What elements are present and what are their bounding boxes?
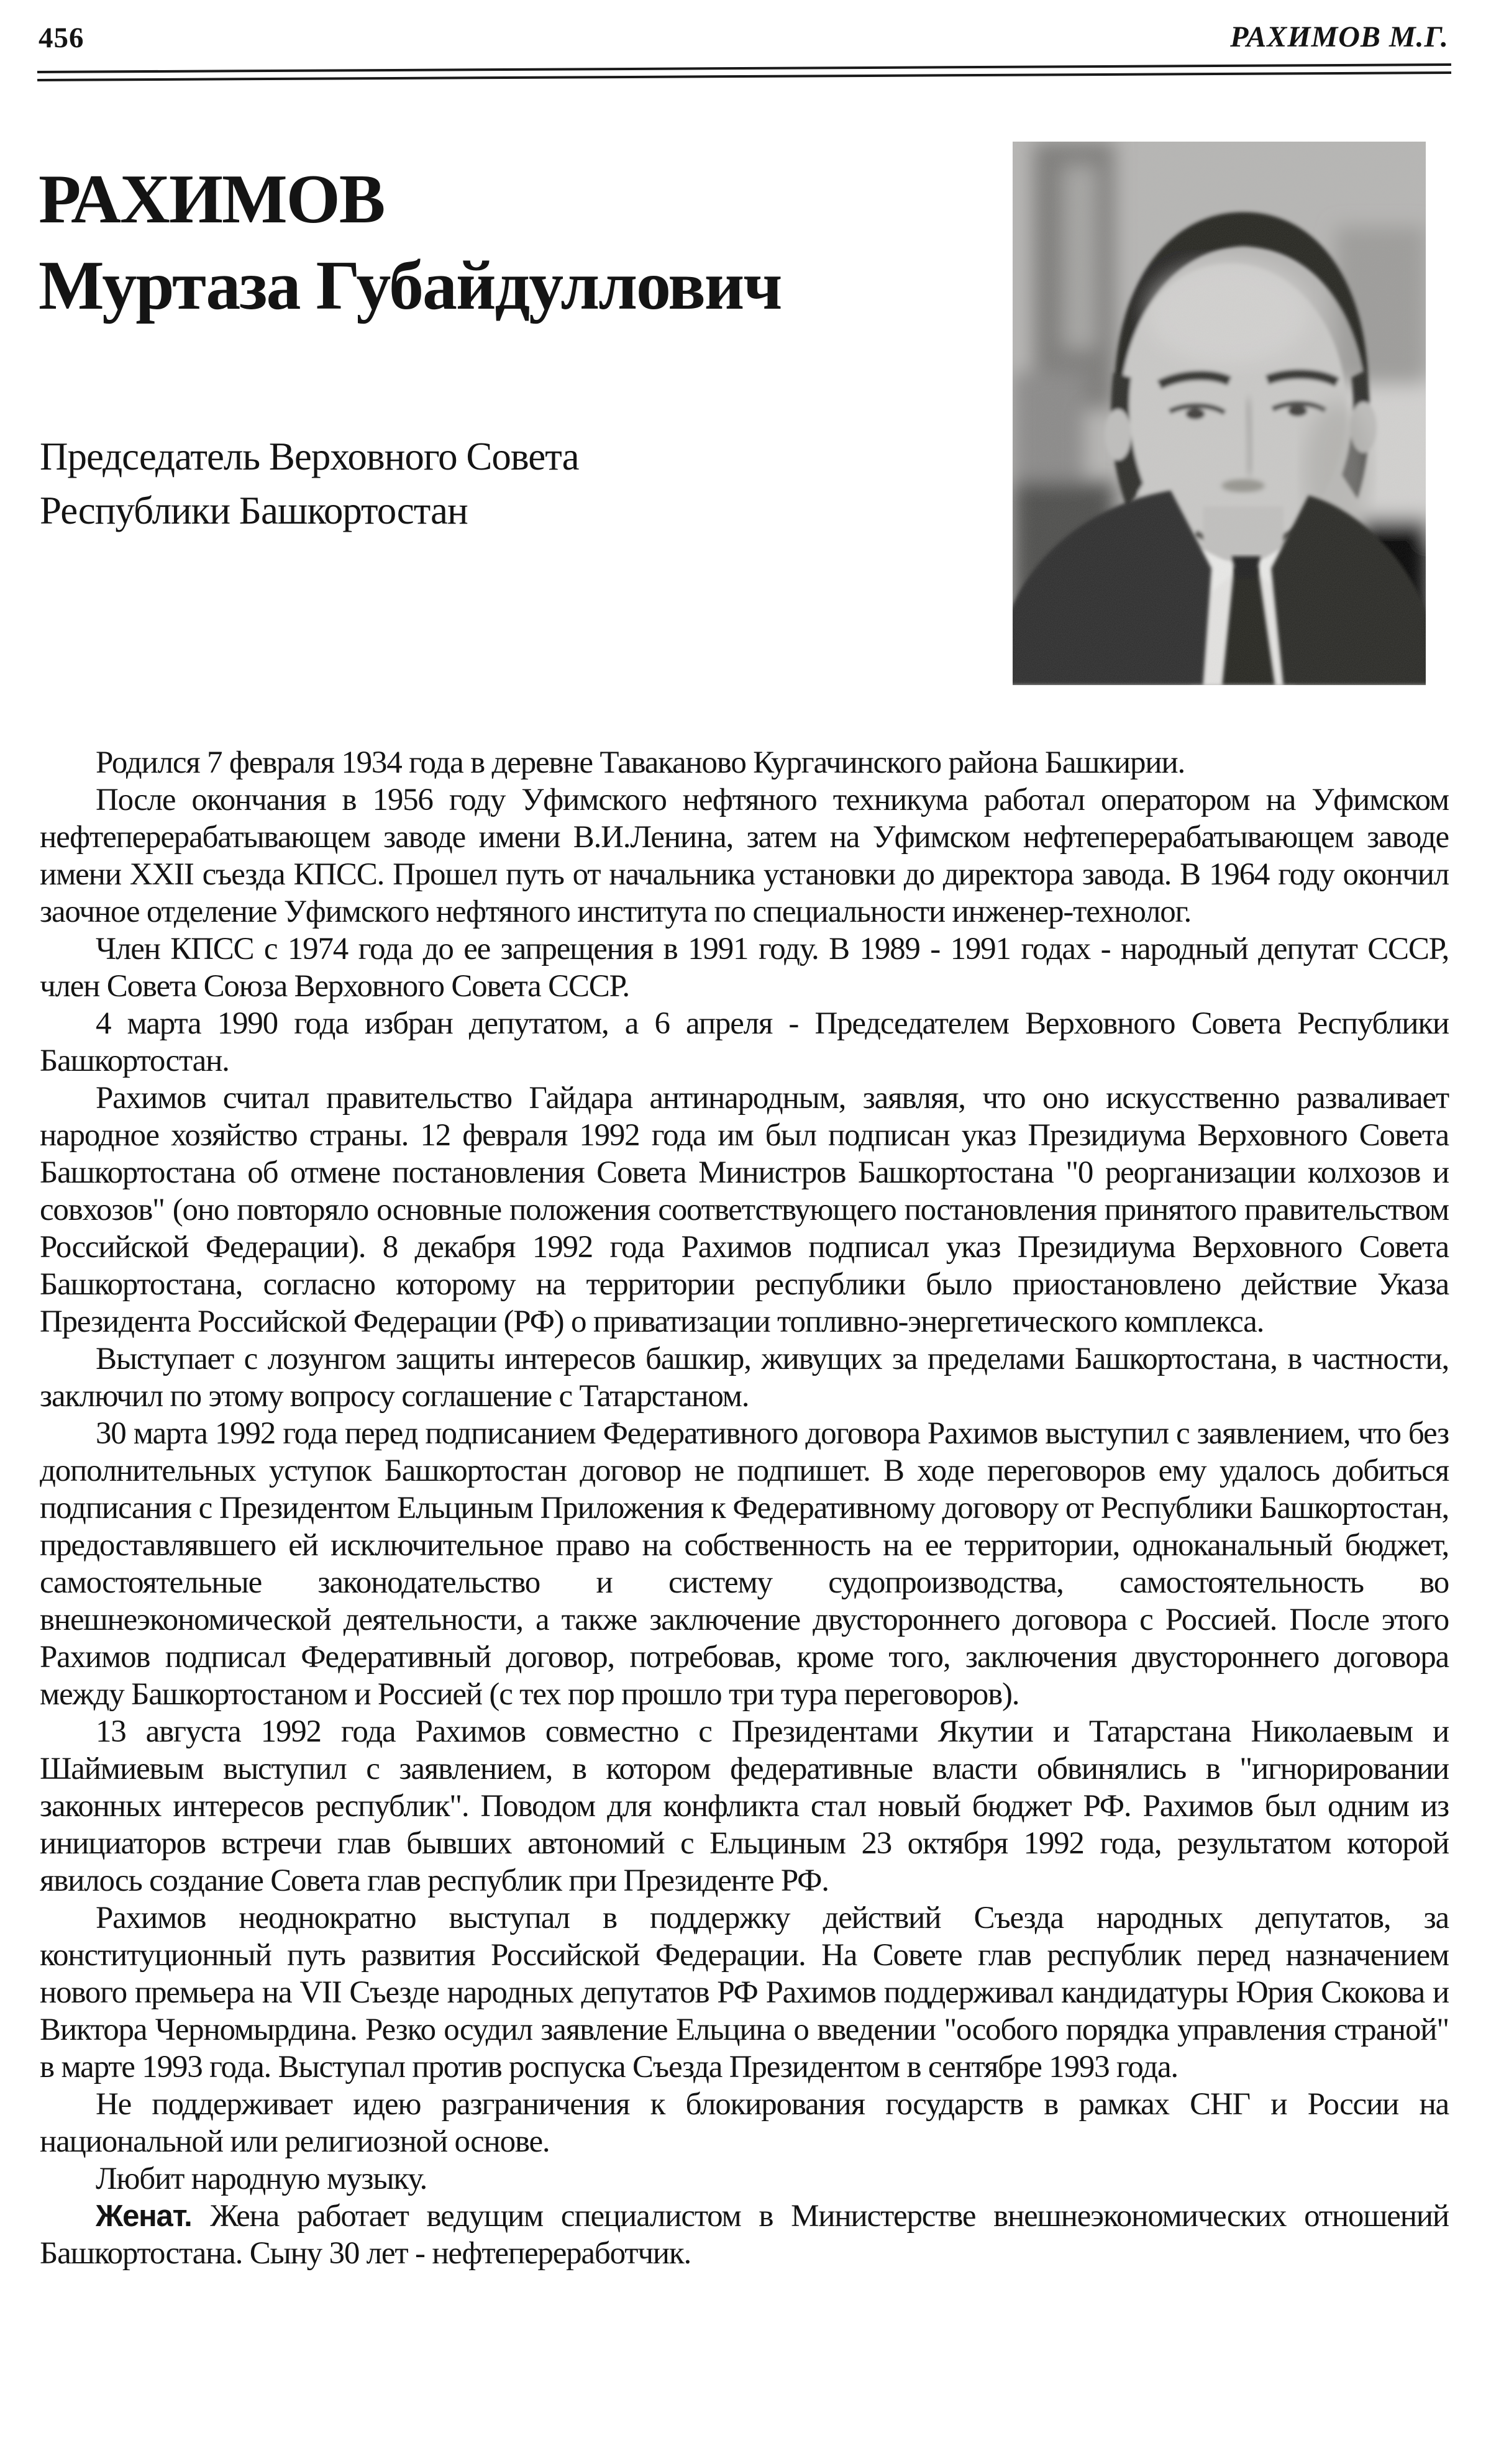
body-paragraph: [40, 1899, 1449, 2086]
position-line-1: Председатель Верховного Совета: [40, 435, 579, 478]
running-head: РАХИМОВ М.Г.: [1230, 20, 1449, 53]
paragraph-text: Жена работает ведущим специалистом в Министерстве внешнеэкономических отношений Башкортостана. Сыну 30 лет - нефтепереработчик.: [40, 2199, 1449, 2271]
body-paragraph: [40, 2198, 1449, 2272]
body-text: [40, 744, 1449, 2272]
entry-given-names: Муртаза Губайдуллович: [39, 247, 782, 324]
entry-surname: РАХИМОВ: [39, 161, 385, 238]
paragraph-text: Выступает с лозунгом защиты интересов башкир, живущих за пределами Башкортостана, в частности, заключил по этому вопросу соглашение с Татарстаном.: [40, 1342, 1449, 1414]
body-paragraph: [40, 1340, 1449, 1415]
entry-title: [39, 157, 781, 329]
paragraph-lead: Женат.: [96, 2199, 211, 2233]
position-line-2: Республики Башкортостан: [40, 488, 468, 532]
portrait-photo-image: [1013, 142, 1426, 685]
page-number: 456: [39, 22, 84, 54]
body-paragraph: [40, 2086, 1449, 2160]
paragraph-text: Рахимов неоднократно выступал в поддержку действий Съезда народных депутатов, за конституционный путь развития Российской Федерации. На Совете глав республик перед назначением нового премьера на VII Съезде народных депутатов РФ Рахимов поддерживал кандидатуры Юрия Скокова и Виктора Черномырдина. Резко осудил заявление Ельцина о введении "особого порядка управления страной" в марте 1993 года. Выступал против роспуска Съезда Президентом в сентябре 1993 года.: [40, 1901, 1449, 2084]
body-paragraph: [40, 1415, 1449, 1713]
paragraph-text: 13 августа 1992 года Рахимов совместно с Президентами Якутии и Татарстана Николаевым и Шаймиевым выступил с заявлением, в котором федеративные власти обвинялись в "игнорировании законных интересов республик". Поводом для конфликта стал новый бюджет РФ. Рахимов был одним из инициаторов встречи глав бывших автономий с Ельциным 23 октября 1992 года, результатом которой явилось создание Совета глав республик при Президенте РФ.: [40, 1714, 1449, 1898]
paragraph-text: После окончания в 1956 году Уфимского нефтяного техникума работал оператором на Уфимском нефтеперерабатывающем заводе имени В.И.Ленина, затем на Уфимском нефтеперерабатывающем заводе имени XXII съезда КПСС. Прошел путь от начальника установки до директора завода. В 1964 году окончил заочное отделение Уфимского нефтяного института по специальности инженер-технолог.: [40, 783, 1449, 929]
paragraph-text: Рахимов считал правительство Гайдара антинародным, заявляя, что оно искусственно разваливает народное хозяйство страны. 12 февраля 1992 года им был подписан указ Президиума Верховного Совета Башкортостана об отмене постановления Совета Министров Башкортостана "0 реорганизации колхозов и совхозов" (оно повторяло основные положения соответствующего постановления принятого правительством Российской Федерации). 8 декабря 1992 года Рахимов подписал указ Президиума Верховного Совета Башкортостана, согласно которому на территории республики было приостановлено действие Указа Президента Российской Федерации (РФ) о приватизации топливно-энергетического комплекса.: [40, 1081, 1449, 1339]
body-paragraph: [40, 930, 1449, 1005]
body-paragraph: [40, 1005, 1449, 1080]
entry-position: [40, 430, 579, 538]
paragraph-text: Родился 7 февраля 1934 года в деревне Таваканово Кургачинского района Башкирии.: [96, 745, 1185, 780]
paragraph-text: Любит народную музыку.: [96, 2162, 427, 2196]
paragraph-text: Не поддерживает идею разграничения к блокирования государств в рамках СНГ и России на национальной или религиозной основе.: [40, 2087, 1449, 2159]
paragraph-text: 4 марта 1990 года избран депутатом, а 6 апреля - Председателем Верховного Совета Республики Башкортостан.: [40, 1006, 1449, 1078]
body-paragraph: [40, 2160, 1449, 2198]
body-paragraph: [40, 1713, 1449, 1899]
body-paragraph: [40, 744, 1449, 781]
header-rule: [37, 63, 1451, 81]
paragraph-text: 30 марта 1992 года перед подписанием Федеративного договора Рахимов выступил с заявлением, что без дополнительных уступок Башкортостан договор не подпишет. В ходе переговоров ему удалось добиться подписания с Президентом Ельциным Приложения к Федеративному договору от Республики Башкортостан, предоставлявшего ей исключительное право на собственность на ее территории, одноканальный бюджет, самостоятельные законодательство и систему судопроизводства, самостоятельность во внешнеэкономической деятельности, а также заключение двустороннего договора с Россией. После этого Рахимов подписал Федеративный договор, потребовав, кроме того, заключения двустороннего договора между Башкортостаном и Россией (с тех пор прошло три тура переговоров).: [40, 1416, 1449, 1712]
portrait-photo: [1013, 142, 1426, 685]
paragraph-text: Член КПСС с 1974 года до ее запрещения в 1991 году. В 1989 - 1991 годах - народный депутат СССР, член Совета Союза Верховного Совета СССР.: [40, 932, 1449, 1004]
body-paragraph: [40, 781, 1449, 930]
body-paragraph: [40, 1080, 1449, 1340]
